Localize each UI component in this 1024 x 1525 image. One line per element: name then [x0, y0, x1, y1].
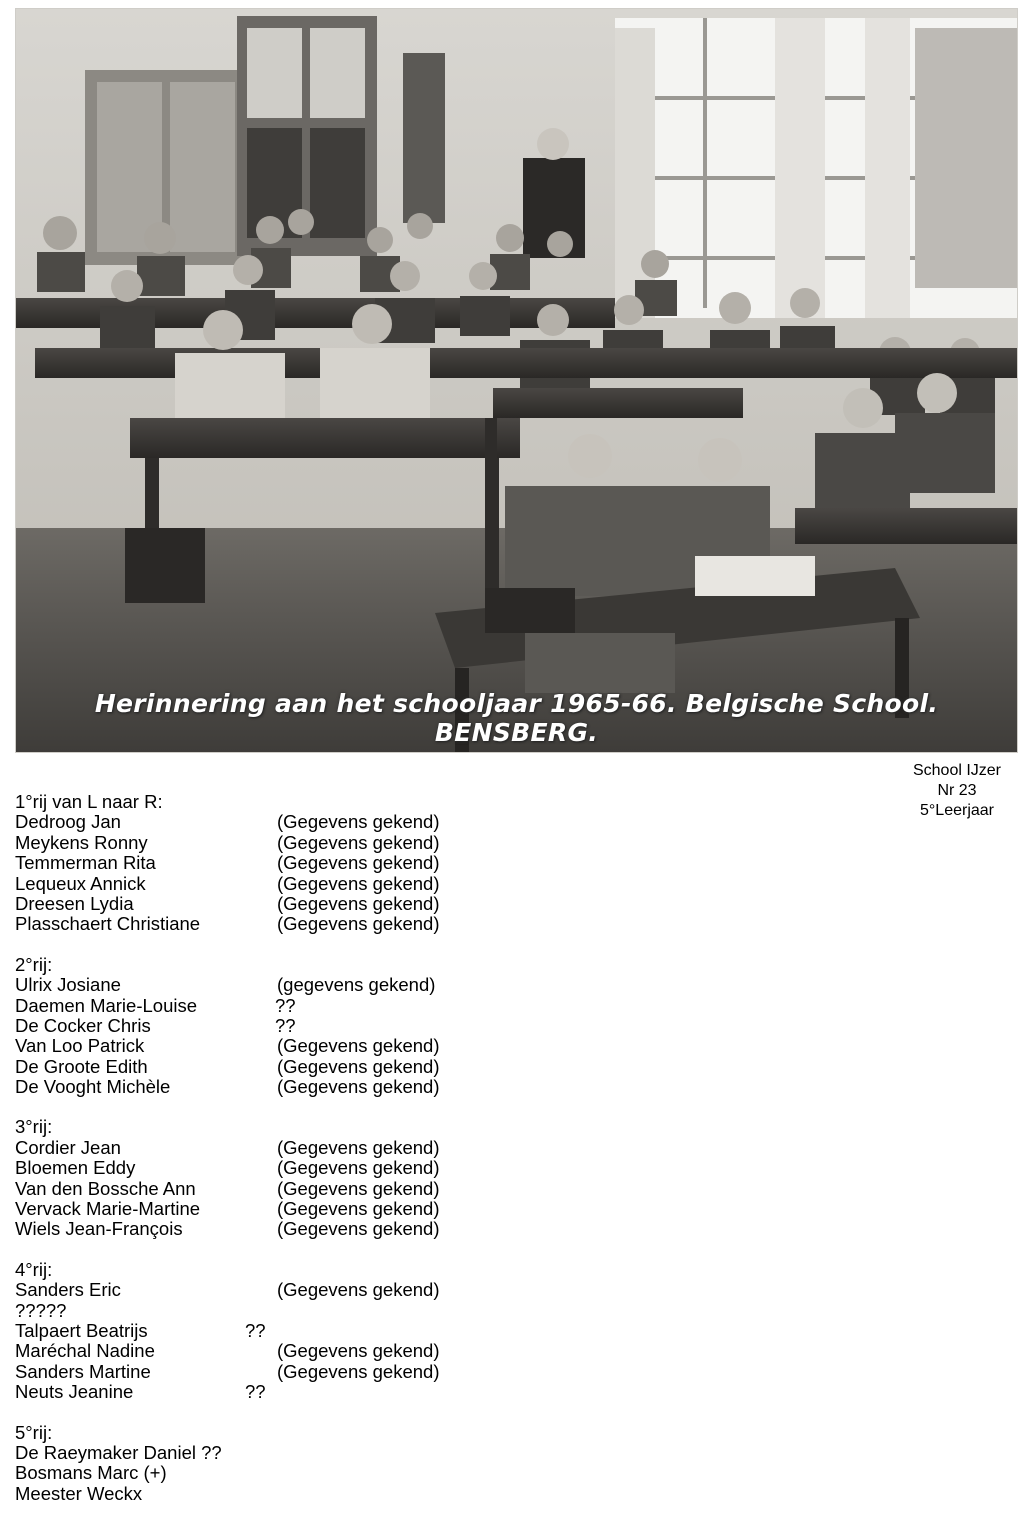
student-info: (Gegevens gekend): [277, 1218, 440, 1240]
list-item: [15, 1463, 505, 1483]
student-name: Temmerman Rita: [15, 852, 156, 874]
list-item: [15, 1219, 505, 1239]
student-name: Vervack Marie-Martine: [15, 1198, 201, 1220]
school-number: Nr 23: [937, 782, 977, 799]
student-info: (Gegevens gekend): [277, 1177, 440, 1199]
list-item: [15, 1301, 505, 1321]
student-info: (Gegevens gekend): [277, 1076, 440, 1098]
student-info: (Gegevens gekend): [277, 852, 440, 874]
student-info: (Gegevens gekend): [277, 1279, 440, 1301]
list-item: [15, 833, 505, 853]
class-photo: [15, 8, 1018, 753]
list-item: [15, 1484, 505, 1504]
student-name: Sanders Eric: [15, 1279, 121, 1301]
student-info: (Gegevens gekend): [277, 1136, 440, 1158]
student-name: Wiels Jean-François: [15, 1218, 183, 1240]
row-4: [15, 1260, 505, 1403]
student-info: (Gegevens gekend): [277, 831, 440, 853]
student-info: (Gegevens gekend): [277, 1055, 440, 1077]
list-item: [15, 1382, 505, 1402]
student-info: ??: [275, 1014, 296, 1036]
student-name: Van den Bossche Ann: [15, 1177, 196, 1199]
list-item: [15, 1443, 505, 1463]
student-rows: [15, 792, 505, 1524]
row-2: [15, 955, 505, 1098]
photo-caption: Herinnering aan het schooljaar 1965-66. Belgische School. BENSBERG.: [94, 689, 939, 747]
student-info: (Gegevens gekend): [277, 892, 440, 914]
student-name: Bloemen Eddy: [15, 1157, 136, 1179]
student-name: Bosmans Marc (+): [15, 1462, 167, 1484]
student-name: Dreesen Lydia: [15, 892, 134, 914]
row-title: 5°rij:: [15, 1421, 53, 1443]
student-info: (Gegevens gekend): [277, 1157, 440, 1179]
row-5: [15, 1423, 505, 1505]
student-name: Meykens Ronny: [15, 831, 148, 853]
row-title: 3°rij:: [15, 1116, 53, 1138]
row-title: 4°rij:: [15, 1258, 53, 1280]
student-info: (Gegevens gekend): [277, 913, 440, 935]
student-name: Van Loo Patrick: [15, 1035, 145, 1057]
student-name: Lequeux Annick: [15, 872, 146, 894]
student-info: (Gegevens gekend): [277, 1360, 440, 1382]
list-item: [15, 1179, 505, 1199]
student-name: Cordier Jean: [15, 1136, 121, 1158]
list-item: [15, 1321, 505, 1341]
list-item: [15, 1158, 505, 1178]
student-info: ??: [245, 1319, 266, 1341]
list-item: [15, 1362, 505, 1382]
student-name: De Cocker Chris: [15, 1014, 151, 1036]
student-name: Talpaert Beatrijs: [15, 1319, 148, 1341]
student-name: Sanders Martine: [15, 1360, 151, 1382]
student-name: De Raeymaker Daniel ??: [15, 1441, 222, 1463]
list-item: [15, 1016, 505, 1036]
school-name: School IJzer: [912, 762, 1002, 779]
school-grade: 5°Leerjaar: [920, 802, 994, 819]
list-item: [15, 1341, 505, 1361]
student-name: Daemen Marie-Louise: [15, 994, 198, 1016]
list-item: [15, 1199, 505, 1219]
student-info: (gegevens gekend): [277, 974, 436, 996]
list-item: [15, 894, 505, 914]
list-item: [15, 975, 505, 995]
list-item: [15, 874, 505, 894]
row-title: 2°rij:: [15, 953, 53, 975]
list-item: [15, 1138, 505, 1158]
student-name: De Groote Edith: [15, 1055, 148, 1077]
student-name: De Vooght Michèle: [15, 1076, 171, 1098]
student-info: (Gegevens gekend): [277, 872, 440, 894]
student-info: ??: [245, 1381, 266, 1403]
student-info: (Gegevens gekend): [277, 1340, 440, 1362]
list-item: [15, 1077, 505, 1097]
list-item: [15, 914, 505, 934]
student-name: Plasschaert Christiane: [15, 913, 201, 935]
row-3: [15, 1117, 505, 1239]
row-title: 1°rij van L naar R:: [15, 791, 163, 812]
list-item: [15, 812, 505, 832]
student-info: (Gegevens gekend): [277, 1198, 440, 1220]
student-name: Neuts Jeanine: [15, 1381, 134, 1403]
student-info: (Gegevens gekend): [277, 1035, 440, 1057]
student-name: ?????: [15, 1299, 67, 1321]
list-item: [15, 1280, 505, 1300]
student-info: ??: [275, 994, 296, 1016]
classroom-illustration: [15, 8, 1018, 753]
student-name: Ulrix Josiane: [15, 974, 121, 996]
school-label: [905, 761, 1009, 821]
student-name: Meester Weckx: [15, 1482, 143, 1504]
list-item: [15, 853, 505, 873]
list-item: [15, 996, 505, 1016]
student-name: Maréchal Nadine: [15, 1340, 155, 1362]
row-1: [15, 792, 505, 935]
list-item: [15, 1057, 505, 1077]
list-item: [15, 1036, 505, 1056]
student-info: (Gegevens gekend): [277, 811, 440, 833]
student-name: Dedroog Jan: [15, 811, 121, 833]
